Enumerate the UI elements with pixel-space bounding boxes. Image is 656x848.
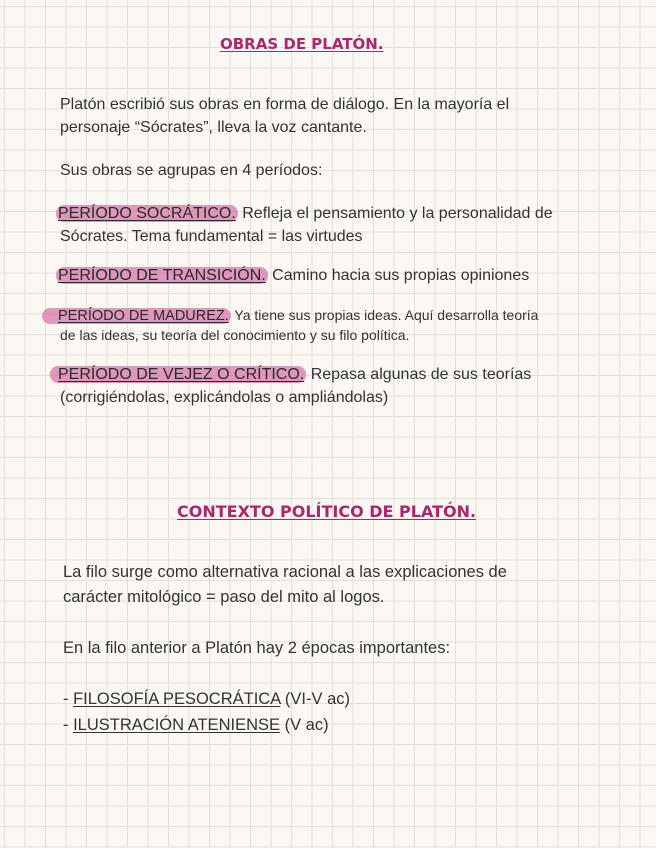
period-text: Repasa algunas de sus teorías [306,366,532,383]
period-vejez [50,363,531,386]
intro-line-1: Platón escribió sus obras en forma de diálogo. En la mayoría el [60,96,510,113]
period-label-highlight: PERÍODO DE MADUREZ. [42,308,231,324]
period-socratico-line2: Sócrates. Tema fundamental = las virtudes [60,228,363,245]
period-text: Ya tiene sus propias ideas. Aquí desarrolla teoría [230,307,539,323]
period-vejez-line2: (corrigiéndolas, explicándolas o ampliándolas) [60,389,389,406]
context-line-2: carácter mitológico = paso del mito al logos. [63,588,385,606]
section-title-contexto: CONTEXTO POLÍTICO DE PLATÓN. [177,502,477,521]
list-dash: - [63,716,74,734]
period-label-highlight: PERÍODO DE VEJEZ O CRÍTICO. [50,366,306,383]
context-line-3: En la filo anterior a Platón hay 2 épocas importantes: [63,639,451,657]
context-line-1: La filo surge como alternativa racional a las explicaciones de [63,563,507,581]
period-text: Camino hacia sus propias opiniones [267,267,530,284]
period-madurez-line2: de las ideas, su teoría del conocimiento y su filo política. [60,327,410,343]
epoch-item [63,714,329,737]
period-label-highlight: PERÍODO DE TRANSICIÓN. [58,267,266,284]
epoch-dates: (V ac) [280,716,329,734]
period-transicion [56,264,529,287]
period-text: Refleja el pensamiento y la personalidad de [237,205,553,222]
intro-line-2: personaje “Sócrates”, lleva la voz cantante. [60,119,367,136]
periods-intro: Sus obras se agrupas en 4 períodos: [60,162,323,179]
period-socratico [56,202,553,225]
epoch-name: FILOSOFÍA PESOCRÁTICA [73,690,281,708]
epoch-name: ILUSTRACIÓN ATENIENSE [73,716,280,734]
epoch-item [63,688,350,711]
epoch-dates: (VI-V ac) [280,690,350,708]
period-madurez [42,305,538,326]
list-dash: - [63,690,74,708]
period-label-highlight: PERÍODO SOCRÁTICO. [58,205,236,222]
section-title-obras: OBRAS DE PLATÓN. [220,35,384,53]
